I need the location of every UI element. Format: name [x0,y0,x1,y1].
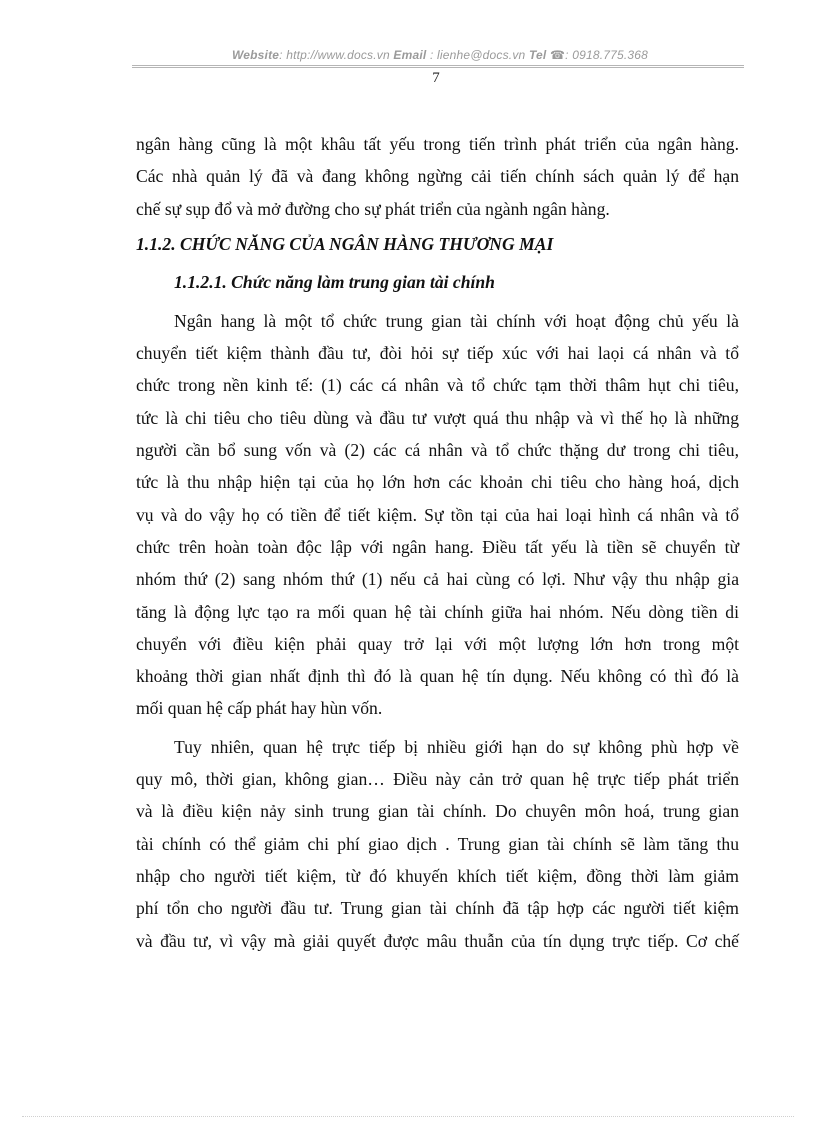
paragraph-intro [136,128,739,225]
text-line: chuyển với điều kiện phải quay trở lại với một lượng lớn hơn trong một [136,633,739,654]
text-line: nhập cho người tiết kiệm, từ đó khuyến khích tiết kiệm, đồng thời làm giảm [136,865,739,886]
text-line: người cần bổ sung vốn và (2) các cá nhân và tổ chức thặng dư trong chi tiêu, [136,440,739,461]
footer-divider [22,1116,794,1117]
text-line: phí tổn cho người đầu tư. Trung gian tài chính đã tập hợp các người tiết kiệm [136,898,739,919]
website-value: : http://www.docs.vn [279,48,390,62]
text-line: quy mô, thời gian, không gian… Điều này cản trở quan hệ trực tiếp phát triển [136,769,739,790]
text-line: và là điều kiện nảy sinh trung gian tài chính. Do chuyên môn hoá, trung gian [136,801,739,822]
text-line: và đầu tư, vì vậy mà giải quyết được mâu thuẫn của tín dụng trực tiếp. Cơ chế [136,930,739,951]
text-line: nhóm thứ (2) sang nhóm thứ (1) nếu cả hai cùng có lợi. Như vậy thu nhập gia [136,569,739,590]
paragraph-limitations [136,731,739,957]
text-line: chế sự sụp đổ và mở đường cho sự phát triển của ngành ngân hàng. [136,198,610,219]
text-line: Tuy nhiên, quan hệ trực tiếp bị nhiều giới hạn do sự không phù hợp về [174,736,739,757]
text-line: chức trong nền kinh tế: (1) các cá nhân và tổ chức tạm thời thâm hụt chi tiêu, [136,375,739,396]
text-line: ngân hàng cũng là một khâu tất yếu trong tiến trình phát triển của ngân hàng. [136,134,739,154]
email-value: : lienhe@docs.vn [429,48,526,62]
website-label: Website [231,48,280,62]
header-divider [132,65,744,68]
document-body [136,128,739,957]
page-number: 7 [432,70,440,86]
tel-value: ☎: 0918.775.368 [550,48,649,62]
tel-label: Tel [528,48,547,62]
text-line: mối quan hệ cấp phát hay hùn vốn. [136,698,383,719]
text-line: tức là chi tiêu cho tiêu dùng và đầu tư vượt quá thu nhập và vì thế họ là những [136,407,739,428]
text-line: tăng là động lực tạo ra mối quan hệ tài chính giữa hai nhóm. Nếu dòng tiền di [136,601,739,622]
section-heading: 1.1.2. CHỨC NĂNG CỦA NGÂN HÀNG THƯƠNG MẠI [136,233,554,254]
text-line: tài chính có thể giảm chi phí giao dịch . Trung gian tài chính sẽ làm tăng thu [136,833,739,854]
text-line: khoảng thời gian nhất định thì đó là quan hệ tín dụng. Nếu không có thì đó là [136,666,739,687]
text-line: chức trên hoàn toàn độc lập với ngân hang. Điều tất yếu là tiền sẽ chuyển từ [136,536,739,557]
email-label: Email [393,48,427,62]
text-line: vụ và do vậy họ có tiền để tiết kiệm. Sự tồn tại của hai loại hình cá nhân và tổ [136,504,739,525]
text-line: tức là thu nhập hiện tại của họ lớn hơn các khoản chi tiêu cho hàng hoá, dịch [136,472,739,493]
page-header [138,48,742,62]
text-line: Ngân hang là một tổ chức trung gian tài chính với hoạt động chủ yếu là [174,310,739,331]
subsection-heading: 1.1.2.1. Chức năng làm trung gian tài chính [174,271,495,292]
text-line: chuyển tiết kiệm thành đầu tư, đòi hỏi sự tiếp xúc với hai laọi cá nhân và tổ [136,343,739,364]
paragraph-intermediary [136,305,739,725]
text-line: Các nhà quản lý đã và đang không ngừng cải tiến chính sách quản lý để hạn [136,166,739,187]
